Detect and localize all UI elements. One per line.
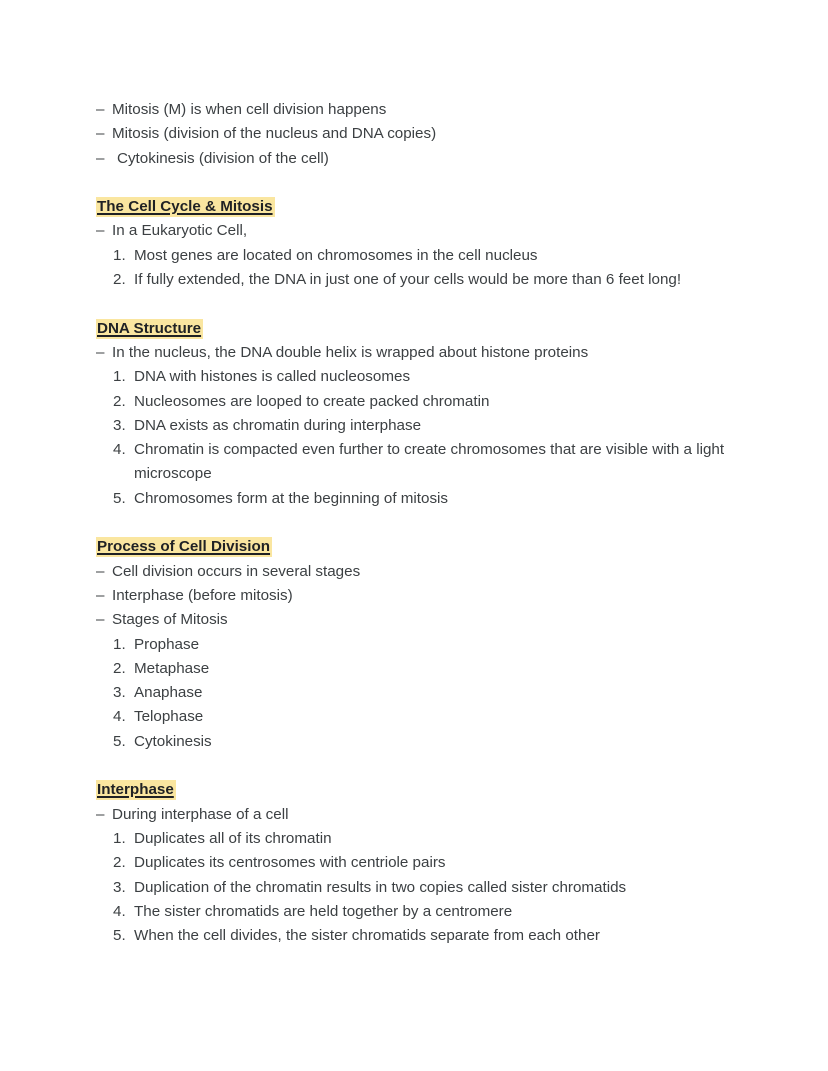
dash-list-item-text: Cytokinesis (division of the cell) [117,149,329,167]
numbered-list-item [96,924,738,948]
dash-list-item-text: Interphase (before mitosis) [112,586,293,604]
numbered-list-item-text: Duplication of the chromatin results in two copies called sister chromatids [134,878,627,896]
paragraph-spacer [96,292,738,316]
dash-bullet-icon: – [96,149,105,167]
dash-list-item-text: During interphase of a cell [112,805,289,823]
numbered-list-item [96,487,738,511]
list-item-number: 1. [113,635,126,653]
list-item-number: 4. [113,441,126,459]
numbered-list-item-text: Duplicates all of its chromatin [134,829,332,847]
numbered-list [96,365,738,511]
numbered-list-item-text: Chromosomes form at the beginning of mitosis [134,489,449,507]
dash-list [96,341,738,365]
numbered-list-item-text: If fully extended, the DNA in just one of your cells would be more than 6 feet long! [134,271,682,289]
dash-list-item [96,122,724,146]
section-heading [96,195,738,219]
dash-list-item-text: Cell division occurs in several stages [112,562,361,580]
numbered-list-item-text: Nucleosomes are looped to create packed chromatin [134,392,490,410]
dash-bullet-icon: – [96,222,105,240]
dash-list-item-text: Mitosis (division of the nucleus and DNA copies) [112,125,437,143]
dash-list-item [96,608,724,632]
dash-bullet-icon: – [96,562,105,580]
dash-list-item [96,98,724,122]
list-item-number: 4. [113,902,126,920]
list-item-number: 2. [113,392,126,410]
numbered-list-item [96,268,738,292]
list-item-number: 1. [113,368,126,386]
list-item-number: 3. [113,416,126,434]
numbered-list-item-text: Anaphase [134,684,203,702]
dash-list-item [96,147,729,171]
dash-bullet-icon: – [96,343,105,361]
dash-bullet-icon: – [96,586,105,604]
numbered-list-item [96,900,738,924]
dash-list-item-text: Mitosis (M) is when cell division happens [112,101,387,118]
heading-highlight: The Cell Cycle & Mitosis [97,198,273,216]
numbered-list-item-text: The sister chromatids are held together by a centromere [134,902,513,920]
paragraph-spacer [96,511,738,535]
numbered-list-item [96,705,738,729]
numbered-list-item [96,681,738,705]
dash-bullet-icon: – [96,125,105,143]
dash-list-item [96,584,724,608]
numbered-list-item-text: Telophase [134,708,204,726]
numbered-list-item [96,730,738,754]
dash-list [96,560,738,633]
list-item-number: 2. [113,854,126,872]
list-item-number: 3. [113,878,126,896]
numbered-list [96,633,738,754]
list-item-number: 5. [113,732,126,750]
numbered-list-item-text: Most genes are located on chromosomes in the cell nucleus [134,246,538,264]
dash-list [96,219,738,243]
numbered-list-item-text: DNA with histones is called nucleosomes [134,368,411,386]
list-item-number: 1. [113,246,126,264]
numbered-list-item-text: Metaphase [134,659,210,677]
list-item-number: 5. [113,927,126,945]
dash-list [96,98,738,171]
numbered-list-item [96,876,738,900]
dash-list-item-text: Stages of Mitosis [112,611,228,629]
paragraph-spacer [96,171,738,195]
numbered-list-item-text: When the cell divides, the sister chromatids separate from each other [134,927,600,945]
numbered-list-item [96,244,738,268]
numbered-list [96,244,738,293]
section-heading [96,778,738,802]
numbered-list [96,827,738,948]
numbered-list-item-text: DNA exists as chromatin during interphase [134,416,422,434]
heading-highlight: Process of Cell Division [97,538,271,556]
heading-highlight: Interphase [97,781,174,799]
numbered-list-item-text: Chromatin is compacted even further to create chromosomes that are visible with a light microscope [134,441,725,483]
dash-list [96,803,738,827]
dash-list-item-text: In the nucleus, the DNA double helix is wrapped about histone proteins [112,343,589,361]
numbered-list-item-text: Prophase [134,635,200,653]
list-item-number: 4. [113,708,126,726]
numbered-list-item [96,390,738,414]
numbered-list-item-text: Cytokinesis [134,732,212,750]
numbered-list-item [96,827,738,851]
dash-list-item [96,803,724,827]
heading-highlight: DNA Structure [97,319,202,337]
section-heading [96,535,738,559]
numbered-list-item [96,633,738,657]
list-item-number: 3. [113,684,126,702]
dash-list-item [96,341,724,365]
list-item-number: 2. [113,659,126,677]
dash-bullet-icon: – [96,805,105,823]
list-item-number: 5. [113,489,126,507]
list-item-number: 1. [113,829,126,847]
list-item-number: 2. [113,271,126,289]
numbered-list-item [96,414,738,438]
numbered-list-item [96,365,738,389]
dash-list-item-text: In a Eukaryotic Cell, [112,222,248,240]
dash-list-item [96,219,724,243]
dash-bullet-icon: – [96,611,105,629]
dash-bullet-icon: – [96,101,105,118]
numbered-list-item [96,438,738,487]
document-body [96,98,738,948]
section-heading [96,317,738,341]
numbered-list-item-text: Duplicates its centrosomes with centriole pairs [134,854,446,872]
paragraph-spacer [96,754,738,778]
numbered-list-item [96,851,738,875]
numbered-list-item [96,657,738,681]
dash-list-item [96,560,724,584]
